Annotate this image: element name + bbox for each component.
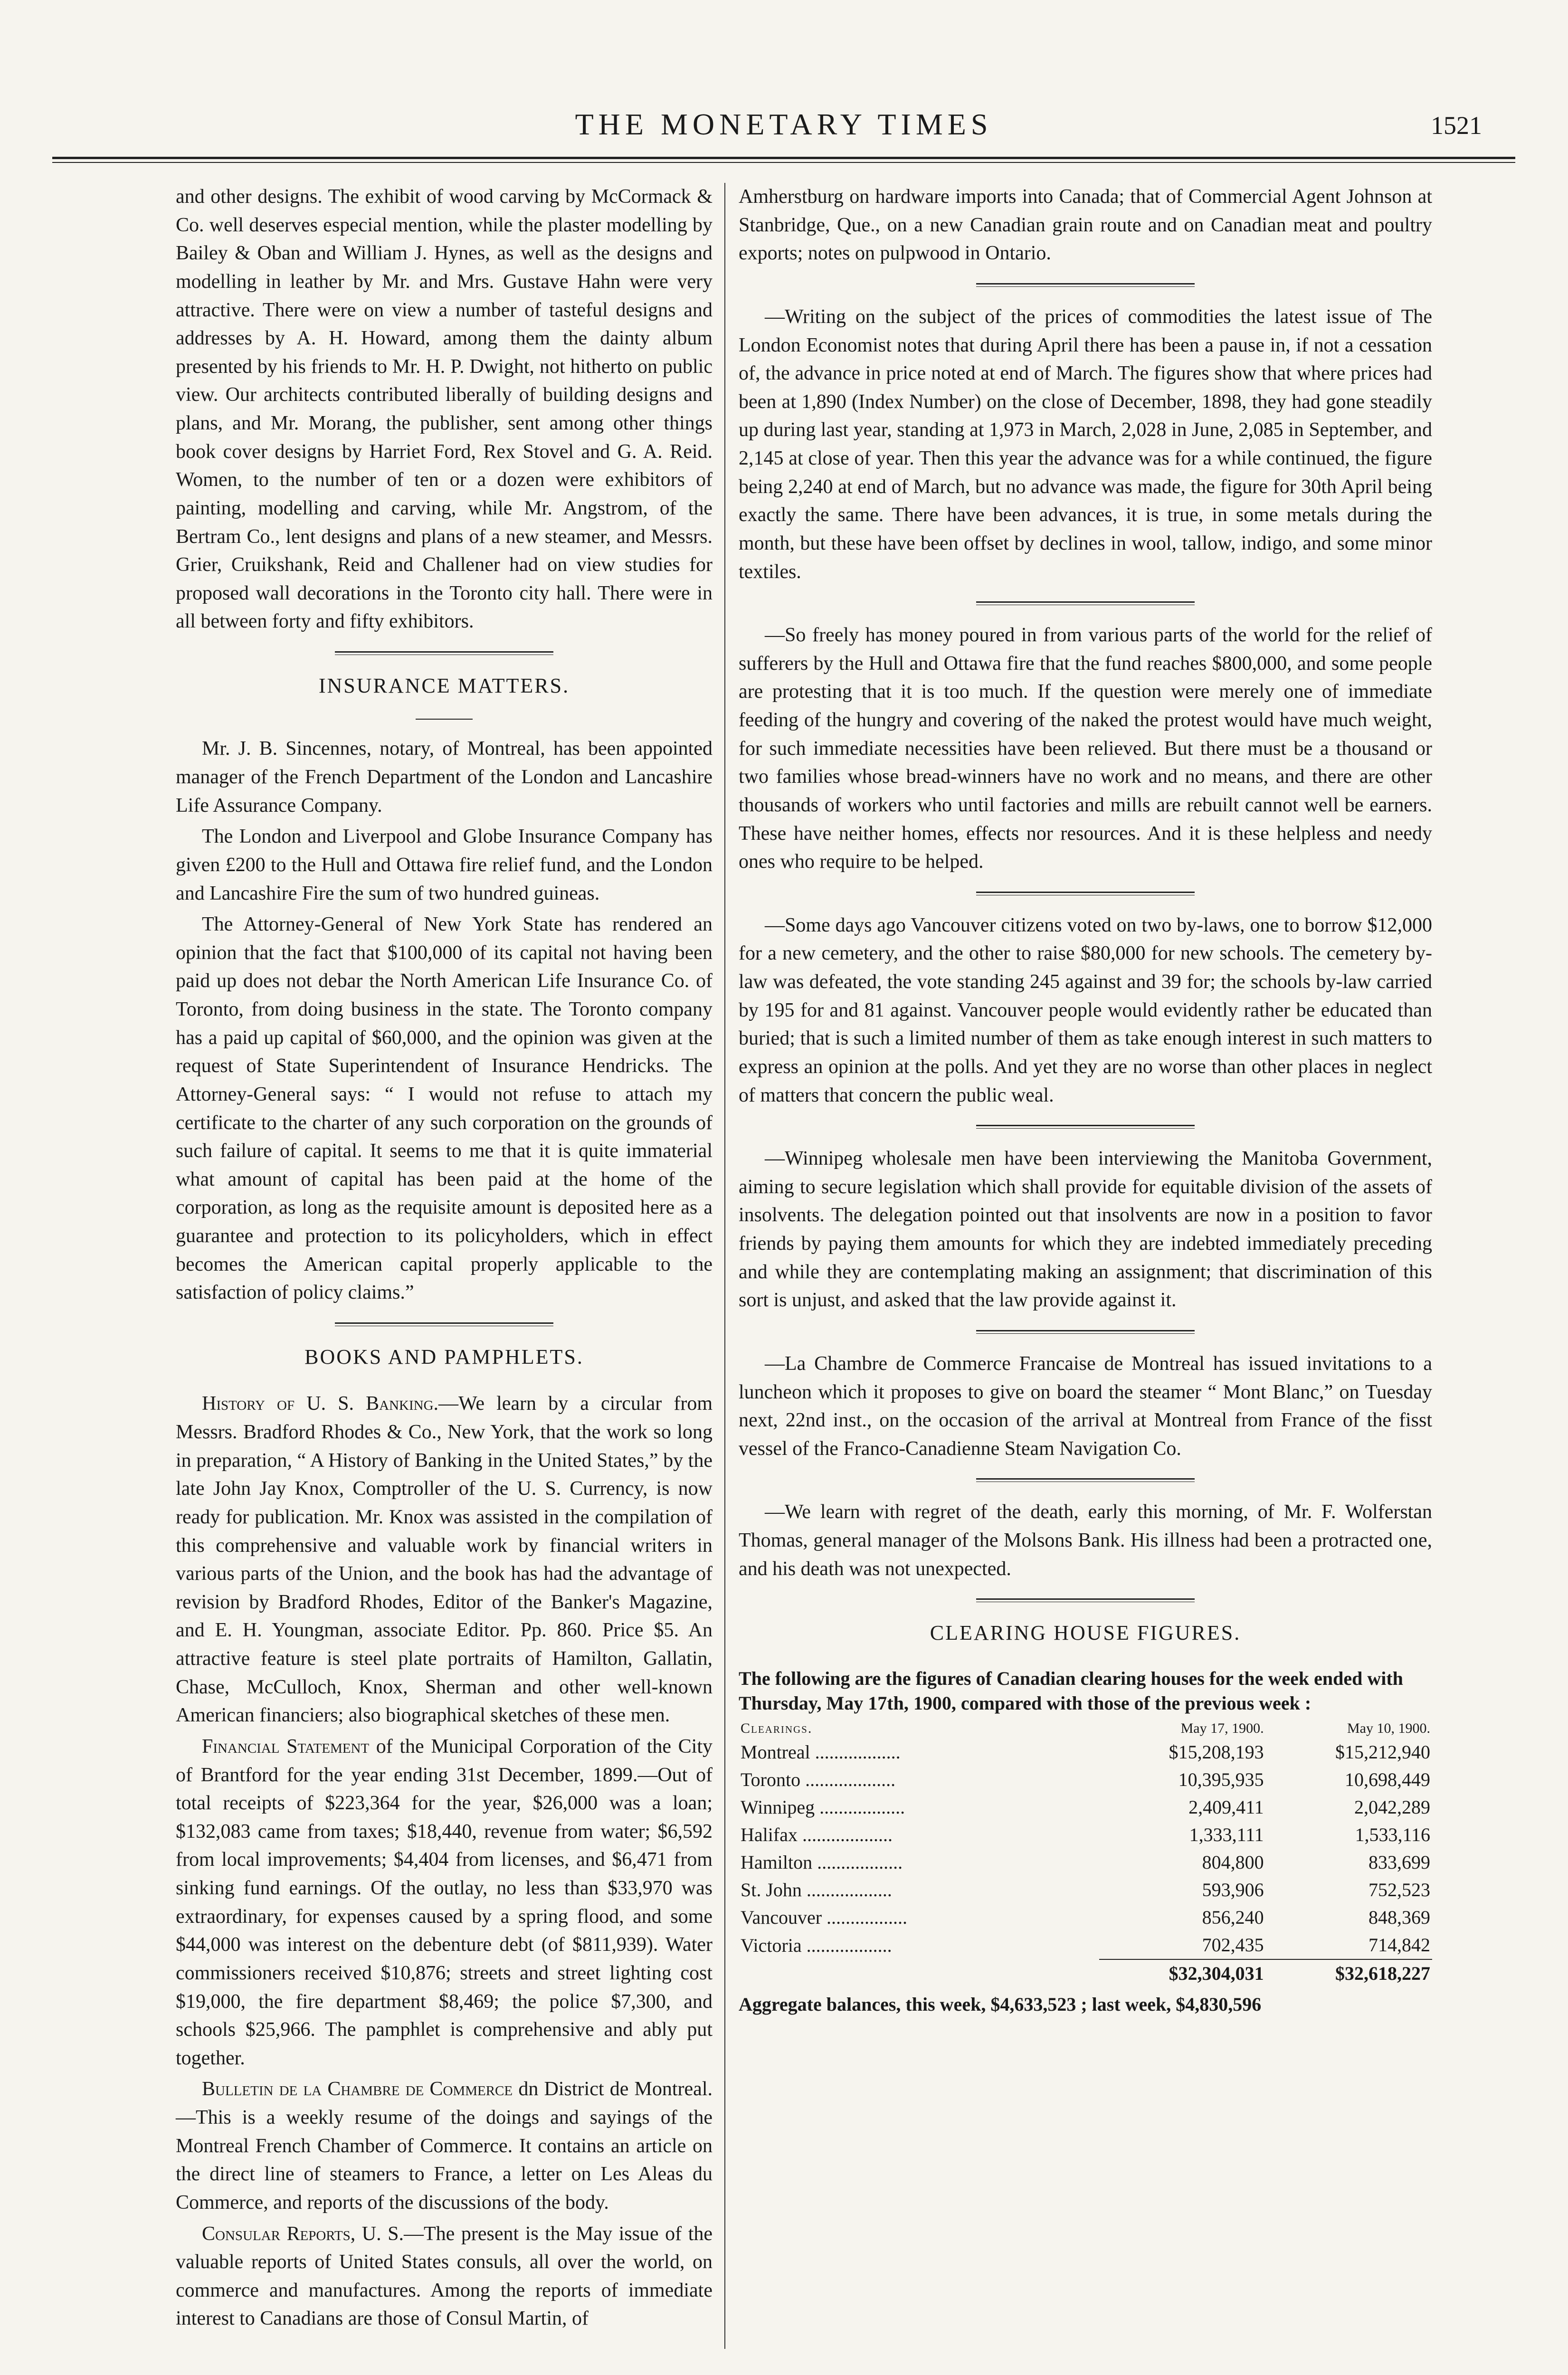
book-item <box>176 2075 713 2217</box>
news-item: —La Chambre de Commerce Francaise de Montreal has issued invitations to a luncheon which it proposes to give on board the steamer “ Mont Blanc,” on Tuesday next, 22nd inst., on the occasion of the arrival at Montreal from France of the fisst vessel of the Franco-Canadienne Steam Navigation Co. <box>739 1352 1432 1460</box>
clearing-previous: 1,533,116 <box>1355 1824 1430 1846</box>
consular-continuation: Amherstburg on hardware imports into Canada; that of Commercial Agent Johnson at Stanbridge, Que., on a new Canadian grain route and on Canadian meat and poultry exports; notes on pulpwood in Ontario. <box>739 186 1432 265</box>
clearing-row <box>739 1849 1432 1876</box>
left-column <box>176 183 713 2336</box>
clearing-current: 2,409,411 <box>1188 1796 1264 1818</box>
clearing-city: Winnipeg .................. <box>741 1796 905 1818</box>
book-item-text: —The present is the May issue of the valuable reports of United States consuls, all over the world, on commerce and manufactures. Among the reports of immediate interest to Canadians are those of Consul Martin, of <box>176 2223 713 2330</box>
clearing-intro: The following are the figures of Canadian clearing houses for the week ended with Thursday, May 17th, 1900, compared with those of the previous week : <box>739 1667 1403 1714</box>
book-item-lead: Financial Statement <box>202 1735 370 1758</box>
page-number: 1521 <box>1431 111 1482 140</box>
section-rule <box>335 1322 553 1326</box>
clearing-city: Victoria .................. <box>741 1934 892 1956</box>
exhibition-paragraph: and other designs. The exhibit of wood carving by McCormack & Co. well deserves especial mention, while the plaster modelling by Bailey & Oban and William J. Hynes, as well as the designs and modelling in leather by Mr. and Mrs. Gustave Hahn were very attractive. There were on view a number of tasteful designs and addresses by A. H. Howard, among them the dainty album presented by his friends to Mr. H. P. Dwight, not hitherto on public view. Our architects contributed liberally of building designs and plans, and Mr. Morang, the publisher, sent among other things book cover designs by Harriet Ford, Rex Stovel and G. A. Reid. Women, to the number of ten or a dozen were exhibitors of painting, modelling and carving, while Mr. Angstrom, of the Bertram Co., lent designs and plans of a new steamer, and Messrs. Grier, Cruikshank, Reid and Challener had on view studies for proposed wall decorations in the Toronto city hall. There were in all between forty and fifty exhibitors. <box>176 186 713 633</box>
clearing-row <box>739 1766 1432 1794</box>
publication-title: THE MONETARY TIMES <box>575 107 993 141</box>
clearing-row <box>739 1904 1432 1931</box>
news-item: —So freely has money poured in from various parts of the world for the relief of sufferers by the Hull and Ottawa fire that the fund reaches $800,000, and some people are protesting that it is too much. If the question were merely one of immediate feeding of the hungry and covering of the naked the protest would have much weight, for such immediate necessities have been relieved. But there must be a thousand or two families whose bread-winners have no work and no means, and there are other thousands of workers who until factories and mills are rebuilt cannot well be earners. These have neither homes, effects nor resources. And it is these helpless and needy ones who require to be helped. <box>739 624 1432 873</box>
book-item-text: of the Municipal Corporation of the City of Brantford for the year ending 31st December, 1899.—Out of total receipts of $223,364 for the year, $26,000 was a loan; $132,083 came from taxes; $18,440, revenue from water; $6,592 from local improvements; $4,404 from licenses, and $6,471 from sinking fund earnings. Of the outlay, no less than $33,970 was extraordinary, for expenses caused by a spring flood, and some $44,000 was interest on the debenture debt (of $811,939). Water commissioners received $10,876; streets and street lighting cost $19,000, the fire department $8,469; the police $7,300, and schools $25,966. The pamphlet is comprehensive and ably put together. <box>176 1735 713 2069</box>
section-rule <box>976 1598 1195 1602</box>
heading-rule <box>416 719 473 720</box>
news-item: —Winnipeg wholesale men have been interviewing the Manitoba Government, aiming to secure legislation which shall provide for equitable division of the assets of insolvents. The delegation pointed out that insolvents are now in a position to favor friends by paying them amounts for which they are indebted immediately preceding and while they are contemplating making an assignment; that discrimination of this sort is unjust, and asked that the law provide against it. <box>739 1148 1432 1311</box>
clearing-heading: CLEARING HOUSE FIGURES. <box>930 1621 1241 1645</box>
clearing-col-current: May 17, 1900. <box>1180 1720 1264 1736</box>
books-heading: BOOKS AND PAMPHLETS. <box>304 1345 584 1368</box>
clearing-previous: 833,699 <box>1368 1852 1430 1873</box>
clearing-city: St. John .................. <box>741 1879 892 1901</box>
masthead-rule <box>52 157 1515 163</box>
insurance-item: Mr. J. B. Sincennes, notary, of Montreal, has been appointed manager of the French Department of the London and Lancashire Life Assurance Company. <box>176 738 713 817</box>
clearing-col-label: Clearings. <box>741 1720 813 1736</box>
clearing-table <box>739 1719 1432 1988</box>
news-item: —Some days ago Vancouver citizens voted on two by-laws, one to borrow $12,000 for a new cemetery, and the other to raise $80,000 for new schools. The cemetery by-law was defeated, the vote standing 245 against and 39 for; the schools by-law carried by 195 for and 81 against. Vancouver people would evidently rather be educated than buried; that is such a limited number of them as take enough interest in such matters to express an opinion at the polls. And yet they are no worse than other places in neglect of matters that concern the public weal. <box>739 914 1432 1106</box>
clearing-row <box>739 1876 1432 1904</box>
clearing-previous: 714,842 <box>1368 1934 1430 1956</box>
masthead <box>52 107 1515 159</box>
clearing-row <box>739 1794 1432 1821</box>
total-current: $32,304,031 <box>1099 1959 1265 1987</box>
clearing-city: Montreal .................. <box>741 1741 901 1763</box>
clearing-row <box>739 1821 1432 1849</box>
book-item <box>176 1390 713 1730</box>
insurance-item: The Attorney-General of New York State has rendered an opinion that the fact that $100,000 of its capital not having been paid up does not debar the North American Life Insurance Co. of Toronto, from doing business in the state. The Toronto company has a paid up capital of $60,000, and the opinion was given at the request of State Superintendent of Insurance Hendricks. The Attorney-General says: “ I would not refuse to attach my certificate to the charter of any such corporation on the grounds of such failure of capital. It seems to me that it is quite immaterial what amount of capital has been paid at the home of the corporation, as long as the requisite amount is deposited here as a guarantee and protection to its policyholders, which in effect becomes the American capital properly applicable to the satisfaction of policy claims.” <box>176 913 713 1304</box>
section-rule <box>976 1478 1195 1482</box>
section-rule <box>976 283 1195 287</box>
clearing-current: $15,208,193 <box>1169 1741 1264 1763</box>
section-rule <box>976 892 1195 895</box>
clearing-city: Toronto ................... <box>741 1769 896 1791</box>
clearing-current: 10,395,935 <box>1178 1769 1264 1791</box>
clearing-total-row <box>739 1959 1432 1987</box>
section-rule <box>976 1330 1195 1334</box>
section-rule <box>335 651 553 655</box>
clearing-city: Halifax ................... <box>741 1824 893 1846</box>
clearing-current: 702,435 <box>1202 1934 1264 1956</box>
clearing-city: Vancouver ................. <box>741 1907 908 1928</box>
clearing-previous: 752,523 <box>1368 1879 1430 1901</box>
right-column <box>739 183 1432 2018</box>
book-item-lead: History of U. S. Banking. <box>202 1393 439 1415</box>
book-item <box>176 1733 713 2073</box>
clearing-current: 804,800 <box>1202 1852 1264 1873</box>
book-item-lead: Consular Reports, U. S. <box>202 2223 404 2245</box>
clearing-row <box>739 1931 1432 1959</box>
clearing-previous: $15,212,940 <box>1335 1741 1430 1763</box>
book-item <box>176 2220 713 2334</box>
news-item: —Writing on the subject of the prices of commodities the latest issue of The London Economist notes that during April there has been a pause in, if not a cessation of, the advance in price noted at end of March. The figures show that where prices had been at 1,890 (Index Number) on the close of December, 1898, they had gone steadily up during last year, standing at 1,973 in March, 2,028 in June, 2,085 in September, and 2,145 at close of year. Then this year the advance was for a while continued, the figure being 2,240 at end of March, but no advance was made, the figure for 30th April being exactly the same. There have been advances, it is true, in some metals during the month, but these have been offset by declines in wool, tallow, indigo, and some minor textiles. <box>739 305 1432 583</box>
clearing-current: 1,333,111 <box>1189 1824 1264 1846</box>
column-divider <box>724 183 725 2349</box>
clearing-current: 593,906 <box>1202 1879 1264 1901</box>
book-item-text: dn District de Montreal.—This is a weekly resume of the doings and sayings of the Montreal French Chamber of Commerce. It contains an article on the direct line of steamers to France, a letter on Les Aleas du Commerce, and reports of the discussions of the body. <box>176 2078 713 2214</box>
total-previous: $32,618,227 <box>1266 1959 1432 1987</box>
section-rule <box>976 601 1195 605</box>
book-item-lead: Bulletin de la Chambre de Commerce <box>202 2078 513 2100</box>
clearing-col-previous: May 10, 1900. <box>1347 1720 1430 1736</box>
section-rule <box>976 1125 1195 1129</box>
aggregate-balances: Aggregate balances, this week, $4,633,523 ; last week, $4,830,596 <box>739 1994 1262 2015</box>
clearing-current: 856,240 <box>1202 1907 1264 1928</box>
clearing-previous: 848,369 <box>1368 1907 1430 1928</box>
insurance-item: The London and Liverpool and Globe Insurance Company has given £200 to the Hull and Ottawa fire relief fund, and the London and Lancashire Fire the sum of two hundred guineas. <box>176 826 713 904</box>
clearing-previous: 2,042,289 <box>1354 1796 1430 1818</box>
clearing-header-row <box>739 1719 1432 1739</box>
clearing-previous: 10,698,449 <box>1345 1769 1430 1791</box>
news-item: —We learn with regret of the death, early this morning, of Mr. F. Wolferstan Thomas, general manager of the Molsons Bank. His illness had been a protracted one, and his death was not unexpected. <box>739 1501 1432 1580</box>
book-item-text: —We learn by a circular from Messrs. Bradford Rhodes & Co., New York, that the work so long in preparation, “ A History of Banking in the United States,” by the late John Jay Knox, Comptroller of the U. S. Currency, is now ready for publication. Mr. Knox was assisted in the compilation of this comprehensive and valuable work by financial writers in various parts of the Union, and the book has had the advantage of revision by Bradford Rhodes, Editor of the Banker's Magazine, and E. H. Youngman, associate Editor. Pp. 860. Price $5. An attractive feature is steel plate portraits of Hamilton, Gallatin, Chase, McCulloch, Knox, Sherman and other well-known American financiers; also biographical sketches of these men. <box>176 1393 713 1727</box>
clearing-city: Hamilton .................. <box>741 1852 903 1873</box>
clearing-row <box>739 1738 1432 1766</box>
insurance-heading: INSURANCE MATTERS. <box>318 674 570 697</box>
